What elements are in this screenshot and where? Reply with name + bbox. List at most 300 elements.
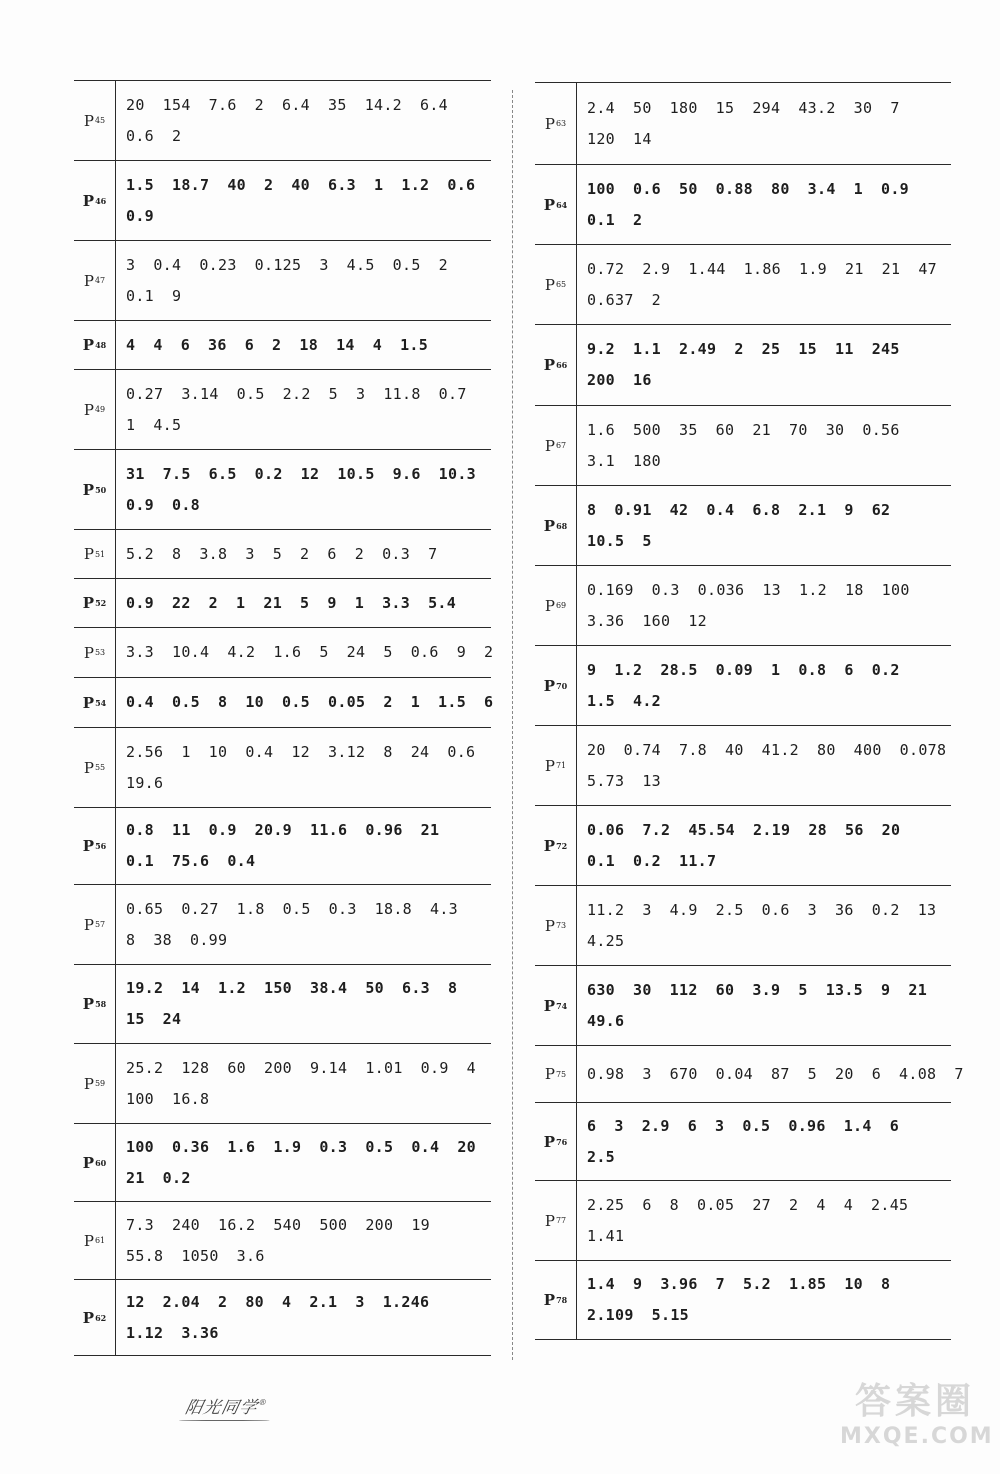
answer-line [126, 1004, 457, 1035]
answer-list [577, 575, 918, 637]
answer-value: 6 [327, 544, 337, 563]
answer-value: 1.41 [587, 1226, 625, 1245]
answer-value: 45.54 [688, 820, 735, 839]
answer-value: 3.96 [660, 1275, 698, 1293]
answer-value: 87 [771, 1064, 790, 1083]
answer-value: 2.109 [587, 1306, 634, 1324]
answer-value: 2 [172, 126, 182, 145]
answer-value: 0.5 [392, 255, 421, 274]
page-prefix: P [544, 596, 555, 615]
page-prefix: P [83, 643, 94, 662]
answer-value: 0.04 [715, 1064, 753, 1083]
page-prefix: P [544, 1211, 555, 1230]
page-prefix: P [82, 480, 95, 499]
answer-value: 8 [669, 1195, 680, 1214]
answer-list [116, 973, 465, 1035]
answer-list [577, 495, 898, 557]
answer-value: 0.1 [587, 210, 615, 229]
answer-value: 2 [254, 95, 265, 114]
answer-list [577, 735, 954, 797]
page-prefix: P [544, 436, 555, 455]
page-subscript: 58 [95, 999, 107, 1009]
answer-value: 5.15 [651, 1306, 689, 1324]
answer-row-p57 [74, 884, 491, 964]
answer-list [116, 539, 445, 570]
answer-list [116, 687, 501, 718]
answer-value: 0.6 [126, 126, 154, 145]
answer-line [126, 170, 475, 201]
answer-value: 60 [715, 980, 735, 999]
answer-value: 0.74 [623, 740, 661, 759]
answer-value: 1050 [181, 1246, 219, 1265]
answer-value: 7 [954, 1064, 964, 1083]
answer-value: 0.036 [697, 580, 745, 599]
answer-line [126, 250, 448, 281]
answer-list [577, 815, 908, 877]
answer-value: 16.8 [172, 1089, 210, 1108]
answer-value: 0.4 [706, 500, 735, 519]
answer-row-p68 [535, 485, 951, 565]
page-prefix: P [544, 114, 555, 133]
watermark-url: MXQE.COM [840, 1424, 994, 1449]
page-prefix: P [544, 916, 555, 935]
page-number [74, 241, 116, 320]
answer-value: 30 [633, 980, 652, 999]
answer-line [126, 379, 467, 410]
answer-value: 4 [153, 335, 163, 354]
answer-value: 18 [844, 580, 864, 599]
answer-value: 25.2 [126, 1058, 164, 1077]
answer-value: 1 [181, 742, 191, 761]
answer-line [587, 495, 890, 526]
answer-value: 47 [918, 259, 937, 278]
answer-value: 3.9 [752, 980, 781, 999]
answer-value: 2.45 [871, 1195, 909, 1214]
answer-value: 100 [881, 580, 910, 599]
page-prefix: P [543, 516, 556, 535]
answer-value: 0.7 [438, 384, 467, 403]
answer-value: 3.4 [807, 179, 836, 198]
answer-value: 3 [319, 255, 329, 274]
page-prefix: P [82, 693, 95, 712]
answer-value: 9.14 [310, 1058, 348, 1077]
answer-value: 4.2 [633, 691, 661, 710]
column-divider [512, 90, 513, 1360]
answer-value: 2.19 [752, 820, 791, 839]
answer-value: 8 [448, 979, 458, 997]
answer-value: 11 [835, 340, 854, 358]
answer-line [587, 926, 936, 957]
answer-value: 11.6 [310, 821, 348, 839]
page-prefix: P [543, 1132, 556, 1151]
answer-value: 0.1 [126, 286, 154, 305]
page-subscript: 49 [94, 405, 106, 414]
answer-value: 10.4 [172, 643, 210, 661]
answer-value: 4.3 [429, 899, 458, 918]
page-subscript: 71 [555, 761, 567, 770]
answer-value: 4.9 [669, 900, 698, 919]
answer-value: 3.36 [587, 611, 625, 630]
page-prefix: P [82, 837, 95, 855]
answer-value: 1.6 [587, 420, 615, 439]
answer-value: 1.6 [227, 1137, 256, 1156]
page-number [74, 450, 116, 529]
answer-value: 6.4 [420, 95, 449, 114]
answer-line [126, 281, 448, 312]
answer-value: 0.27 [126, 384, 164, 403]
answer-value: 7.5 [162, 464, 191, 483]
answer-list [116, 1132, 484, 1194]
answer-value: 16 [633, 371, 652, 389]
answer-value: 28.5 [660, 660, 698, 679]
answer-value: 180 [633, 451, 661, 470]
answer-value: 18 [299, 335, 319, 354]
answer-value: 28 [808, 820, 827, 839]
answer-list [577, 1269, 898, 1331]
answer-value: 0.9 [208, 821, 237, 839]
page-prefix: P [82, 1153, 95, 1172]
answer-line [126, 1053, 476, 1084]
answer-value: 20.9 [254, 821, 292, 839]
answer-value: 5 [319, 643, 329, 661]
answer-line [587, 975, 927, 1006]
answer-row-p62 [74, 1279, 491, 1356]
answer-value: 0.169 [587, 580, 634, 599]
page-prefix: P [83, 915, 94, 934]
page-prefix: P [543, 836, 556, 855]
answer-line [126, 330, 428, 361]
answer-value: 3 [614, 1116, 624, 1135]
answer-value: 20 [587, 740, 606, 759]
answer-value: 15 [126, 1010, 145, 1028]
answer-value: 6 [844, 660, 854, 679]
answer-value: 21 [908, 980, 928, 999]
answer-line [587, 254, 937, 285]
answer-value: 0.9 [420, 1058, 449, 1077]
answer-value: 0.8 [172, 495, 200, 514]
answer-value: 0.5 [236, 384, 265, 403]
answer-value: 100 [587, 179, 615, 198]
answer-value: 0.91 [614, 500, 652, 519]
answer-list [577, 93, 908, 155]
answer-value: 14.2 [364, 95, 403, 114]
answer-value: 4.25 [587, 931, 625, 950]
answer-value: 2 [383, 693, 393, 711]
answer-value: 5 [807, 1064, 818, 1083]
answer-line [587, 93, 900, 124]
answer-value: 0.1 [126, 852, 154, 870]
answer-value: 0.27 [181, 899, 219, 918]
answer-value: 0.4 [245, 742, 274, 761]
answer-line [126, 90, 448, 121]
answer-value: 24 [162, 1010, 182, 1028]
answer-value: 21 [752, 420, 772, 439]
answer-value: 670 [669, 1064, 698, 1083]
answer-line [587, 415, 900, 446]
answer-value: 7 [428, 544, 438, 563]
answer-value: 20 [835, 1064, 854, 1083]
page-subscript: 57 [94, 920, 106, 929]
answer-value: 6.3 [328, 175, 357, 194]
answer-value: 9.6 [392, 464, 421, 483]
answer-line [126, 846, 439, 877]
page-prefix: P [83, 1231, 94, 1250]
answer-value: 100 [126, 1089, 154, 1108]
answer-value: 18.7 [172, 175, 210, 194]
answer-value: 4 [466, 1058, 476, 1077]
answer-row-p73 [535, 885, 951, 965]
answer-value: 1 [354, 593, 365, 612]
answer-value: 0.3 [319, 1137, 348, 1156]
answer-value: 1 [236, 593, 246, 612]
answer-value: 3 [355, 1292, 365, 1311]
answer-value: 0.09 [715, 660, 753, 679]
page-subscript: 53 [94, 648, 106, 657]
answer-value: 3.3 [126, 643, 154, 661]
answer-value: 245 [871, 340, 900, 358]
page-subscript: 60 [95, 1157, 107, 1168]
answer-line [587, 1111, 899, 1142]
answer-value: 5 [300, 593, 310, 612]
answer-row-p67 [535, 405, 951, 485]
answer-value: 6 [587, 1116, 597, 1135]
page-subscript: 69 [555, 601, 567, 610]
answer-value: 3.12 [328, 742, 366, 761]
answer-value: 0.078 [899, 740, 947, 759]
answer-row-p60 [74, 1123, 491, 1201]
answer-value: 0.96 [365, 821, 403, 839]
page-prefix: P [83, 111, 94, 130]
page-subscript: 65 [555, 280, 567, 289]
answer-list [577, 415, 908, 477]
answer-value: 1 [853, 179, 864, 198]
answer-value: 40 [227, 175, 246, 194]
answer-value: 41.2 [761, 740, 799, 759]
answer-value: 9 [844, 500, 854, 519]
answer-value: 1.2 [614, 660, 643, 679]
page-number [535, 806, 577, 885]
answer-value: 21 [844, 259, 864, 278]
page-subscript: 76 [556, 1136, 568, 1147]
answer-list [116, 459, 484, 521]
answer-list [577, 1190, 916, 1252]
answer-value: 0.2 [633, 851, 661, 870]
answer-table-right [535, 82, 964, 1340]
answer-value: 0.6 [410, 643, 439, 661]
answer-value: 16.2 [218, 1215, 256, 1234]
answer-line [587, 285, 937, 316]
answer-value: 2 [734, 340, 744, 358]
answer-value: 0.9 [126, 206, 154, 225]
answer-line [587, 1269, 890, 1300]
answer-value: 0.98 [587, 1064, 625, 1083]
page-prefix: P [544, 275, 555, 294]
page-number [535, 165, 577, 244]
answer-row-p55 [74, 727, 491, 807]
page-subscript: 52 [95, 598, 107, 608]
answer-list [116, 894, 466, 956]
answer-value: 9.2 [587, 340, 615, 358]
answer-line [587, 1221, 908, 1252]
answer-line [126, 1163, 476, 1194]
answer-value: 100 [126, 1137, 154, 1156]
answer-value: 21 [126, 1168, 145, 1187]
answer-value: 0.72 [587, 259, 625, 278]
answer-value: 3 [642, 900, 652, 919]
page-subscript: 46 [95, 195, 107, 206]
answer-list [116, 330, 436, 361]
answer-value: 5 [272, 544, 283, 563]
page-subscript: 77 [555, 1216, 567, 1225]
page-number [74, 885, 116, 964]
answer-value: 8 [126, 930, 136, 949]
answer-value: 1.6 [273, 643, 302, 661]
answer-line [587, 815, 900, 846]
answer-table-left [74, 80, 494, 1356]
answer-value: 21 [420, 821, 440, 839]
answer-value: 10 [844, 1275, 864, 1293]
page-number [74, 678, 116, 727]
answer-row-p71 [535, 725, 951, 805]
answer-value: 11.2 [587, 900, 625, 919]
answer-line [587, 606, 910, 637]
answer-value: 1.5 [400, 335, 429, 354]
answer-value: 80 [771, 179, 790, 198]
answer-value: 540 [273, 1215, 302, 1234]
answer-value: 50 [365, 979, 384, 997]
answer-value: 1.5 [126, 175, 154, 194]
answer-value: 2 [633, 210, 643, 229]
answer-list [577, 1111, 907, 1173]
answer-value: 1.2 [401, 175, 430, 194]
answer-value: 0.4 [411, 1137, 440, 1156]
page-number [74, 370, 116, 449]
answer-value: 10.3 [438, 464, 476, 483]
answer-value: 2 [300, 544, 310, 563]
answer-value: 5 [642, 531, 652, 550]
page-subscript: 72 [556, 840, 568, 851]
answer-value: 20 [457, 1137, 476, 1156]
answer-row-p61 [74, 1201, 491, 1279]
answer-value: 0.96 [788, 1116, 826, 1135]
answer-value: 5.2 [126, 544, 154, 563]
answer-value: 36 [835, 900, 854, 919]
answer-value: 180 [669, 98, 698, 117]
answer-value: 5.73 [587, 771, 625, 790]
page-number [74, 808, 116, 884]
answer-row-p47 [74, 240, 491, 320]
answer-value: 0.8 [798, 660, 827, 679]
answer-value: 0.5 [282, 899, 311, 918]
answer-value: 5 [328, 384, 338, 403]
answer-line [587, 205, 909, 236]
answer-value: 2.9 [641, 1116, 670, 1135]
answer-row-p78 [535, 1260, 951, 1340]
answer-value: 7 [715, 1275, 726, 1293]
page-number [535, 406, 577, 485]
answer-value: 128 [181, 1058, 210, 1077]
answer-line [587, 575, 910, 606]
answer-value: 2 [789, 1195, 799, 1214]
answer-value: 630 [587, 980, 615, 999]
answer-value: 35 [679, 420, 698, 439]
answer-value: 6.3 [402, 979, 430, 997]
answer-value: 20 [126, 95, 145, 114]
answer-list [116, 1210, 438, 1272]
page-subscript: 61 [94, 1236, 106, 1245]
page-number [535, 886, 577, 965]
answer-value: 1.4 [843, 1116, 872, 1135]
answer-value: 7.8 [679, 740, 707, 759]
answer-line [587, 1300, 890, 1331]
answer-value: 14 [633, 129, 652, 148]
answer-value: 24 [410, 742, 430, 761]
answer-value: 60 [227, 1058, 246, 1077]
answer-line [587, 124, 900, 155]
answer-line [587, 174, 909, 205]
answer-value: 1.2 [798, 580, 827, 599]
page-number [74, 628, 116, 677]
answer-line [587, 655, 900, 686]
answer-line [587, 735, 946, 766]
answer-value: 14 [336, 335, 355, 354]
answer-line [126, 687, 493, 718]
answer-value: 6 [642, 1195, 652, 1214]
answer-value: 4.08 [899, 1064, 937, 1083]
answer-value: 0.65 [126, 899, 164, 918]
page-prefix: P [82, 594, 95, 612]
answer-value: 4.5 [153, 415, 182, 434]
answer-value: 0.9 [126, 593, 154, 612]
answer-value: 35 [328, 95, 347, 114]
answer-value: 12 [291, 742, 311, 761]
answer-value: 56 [844, 820, 864, 839]
page-number [74, 1124, 116, 1201]
answer-value: 154 [162, 95, 191, 114]
answer-value: 2.4 [587, 98, 615, 117]
answer-value: 500 [319, 1215, 348, 1234]
answer-value: 112 [669, 980, 698, 999]
answer-value: 3 [356, 384, 366, 403]
page-subscript: 68 [556, 520, 568, 531]
answer-row-p65 [535, 244, 951, 324]
answer-value: 6 [871, 1064, 882, 1083]
page-number [535, 1046, 577, 1102]
page-prefix: P [543, 356, 556, 374]
answer-value: 30 [825, 420, 845, 439]
answer-value: 40 [725, 740, 744, 759]
answer-value: 1.86 [743, 259, 781, 278]
answer-value: 6.5 [208, 464, 237, 483]
answer-value: 0.8 [126, 821, 154, 839]
answer-value: 12 [300, 464, 320, 483]
answer-value: 4.5 [346, 255, 375, 274]
answer-list [577, 975, 935, 1037]
answer-value: 30 [853, 98, 873, 117]
page-number [74, 321, 116, 369]
answer-value: 0.4 [153, 255, 182, 274]
answer-value: 75.6 [172, 852, 210, 870]
answer-value: 1.1 [633, 340, 661, 358]
answer-value: 55.8 [126, 1246, 164, 1265]
answer-value: 19 [411, 1215, 430, 1234]
answer-value: 2 [354, 544, 365, 563]
answer-value: 7.2 [642, 820, 671, 839]
registered-mark: ® [257, 1398, 269, 1407]
answer-value: 2 [438, 255, 449, 274]
answer-value: 0.5 [365, 1137, 394, 1156]
answer-value: 2 [272, 335, 282, 354]
